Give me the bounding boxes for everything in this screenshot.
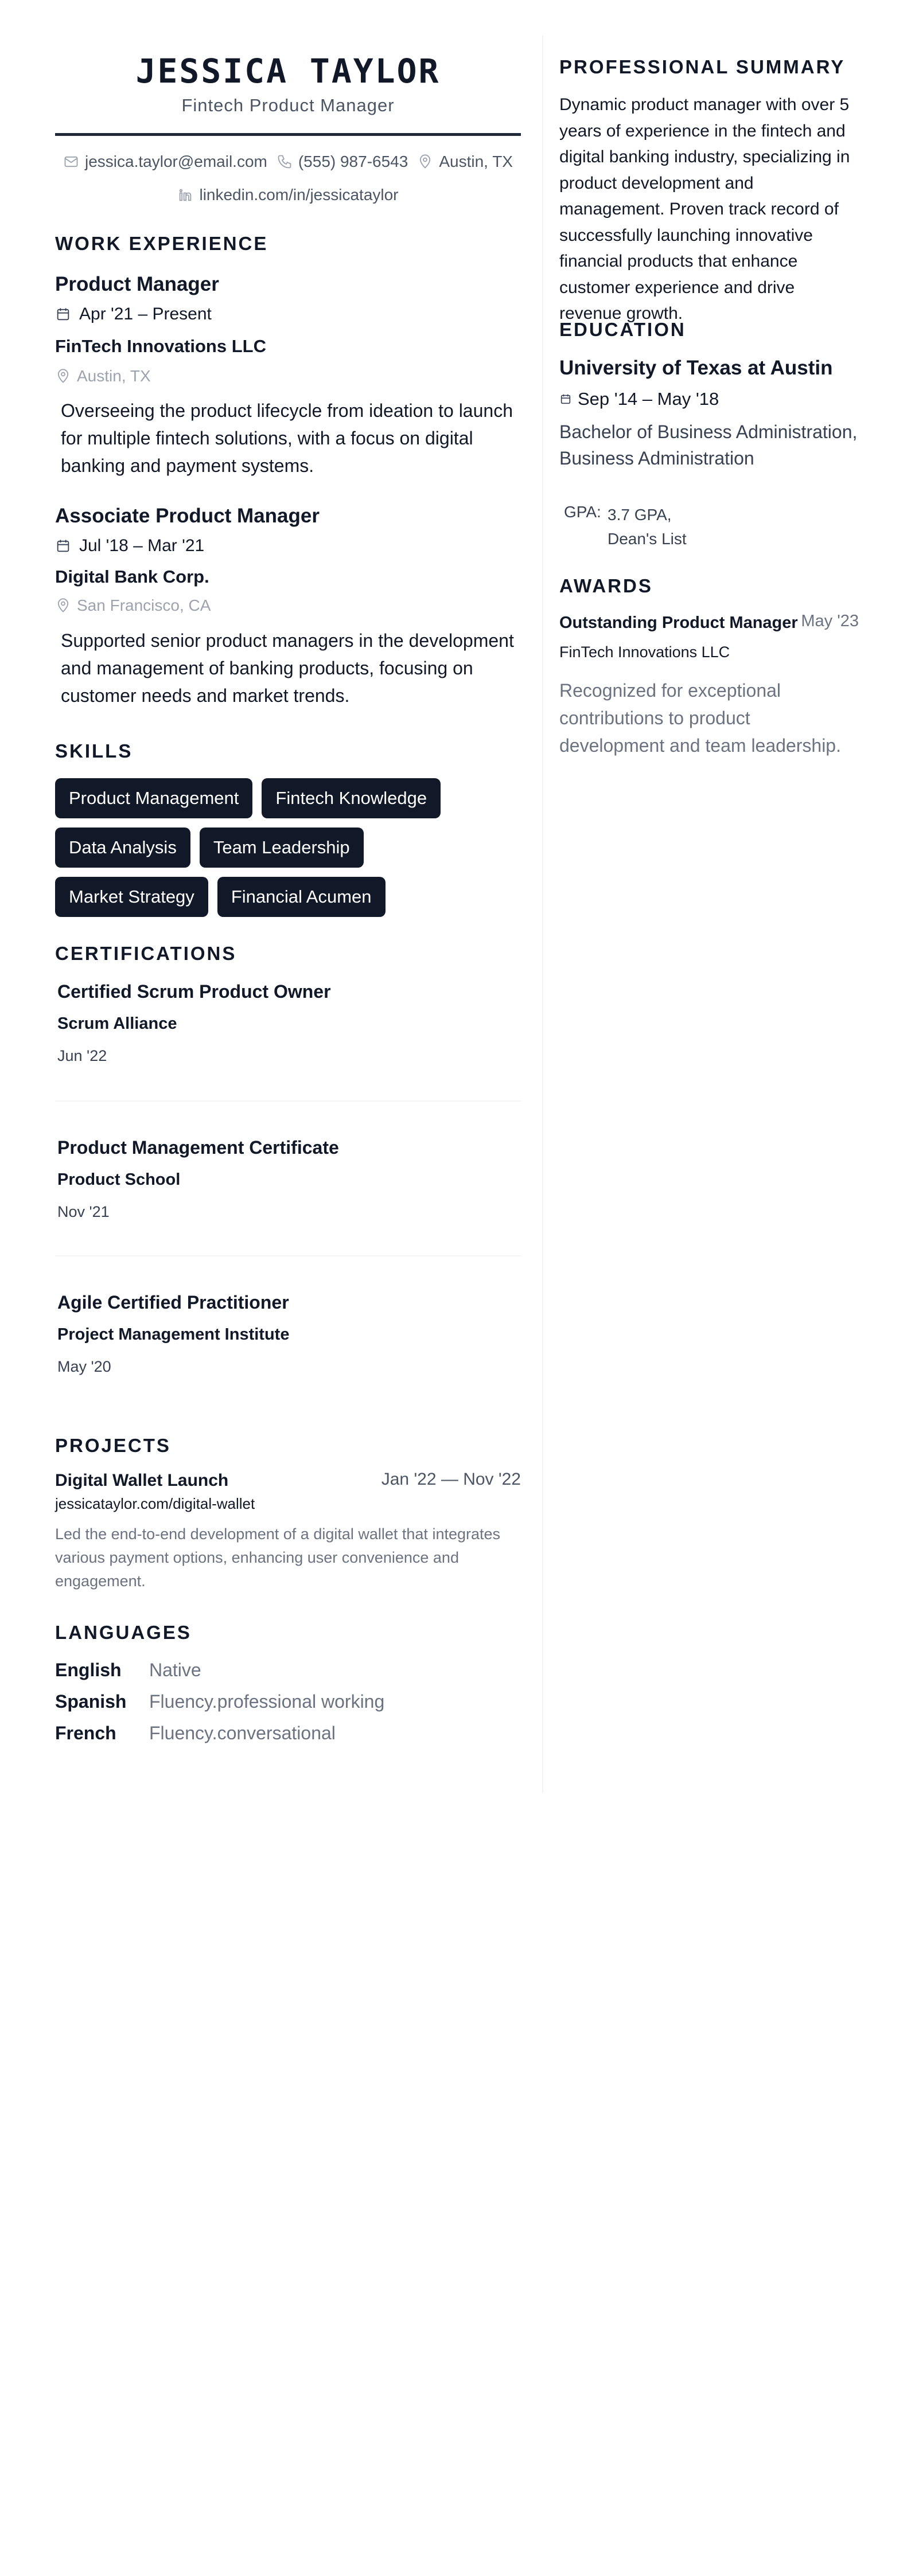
email-text: jessica.taylor@email.com [85,153,267,170]
phone-icon [277,154,293,170]
cert-separator [55,1255,521,1256]
project-dates: Jan '22 — Nov '22 [381,1470,521,1489]
project-description: Led the end-to-end development of a digital wallet that integrates various payment options, enhancing user convenience and engagement. [55,1525,501,1590]
language-name: English [55,1660,122,1680]
map-pin-icon [55,598,71,614]
section-title-skills: SKILLS [55,740,133,762]
section-title-projects: PROJECTS [55,1435,171,1456]
job-location-text: San Francisco, CA [77,596,211,614]
cert-issuer: Scrum Alliance [57,1014,177,1033]
skill-tag: Market Strategy [55,877,208,917]
envelope-icon [63,154,79,170]
header-rule [55,133,521,136]
cert-title: Agile Certified Practitioner [57,1292,289,1313]
job-title: Associate Product Manager [55,505,320,527]
candidate-name: JESSICA TAYLOR [135,52,441,91]
job-company: Digital Bank Corp. [55,567,209,587]
language-level: Native [149,1660,201,1680]
school-name: University of Texas at Austin [559,357,833,379]
degree-text: Bachelor of Business Administration, Business Administration [559,421,858,469]
skills-row [55,877,386,917]
skill-tag: Data Analysis [55,828,190,868]
section-title-work: WORK EXPERIENCE [55,233,268,254]
contact-linkedin[interactable] [177,186,398,204]
linkedin-icon [177,187,193,203]
language-row [55,1723,336,1744]
cert-date: Jun '22 [57,1047,107,1064]
skill-tag: Financial Acumen [217,877,386,917]
education-dates [559,389,719,409]
job-title: Product Manager [55,273,219,295]
cert-issuer: Product School [57,1170,181,1189]
project-link[interactable]: jessicataylor.com/digital-wallet [55,1495,255,1512]
job-dates [55,536,204,556]
language-level: Fluency.professional working [149,1691,385,1712]
linkedin-text: linkedin.com/in/jessicataylor [199,186,399,204]
contact-row [55,153,521,171]
cert-separator [55,1100,521,1102]
summary-text: Dynamic product manager with over 5 years of experience in the fintech and digital banking industry, specializing in product development and management. Proven track record of successfully launching innovative financial products that enhance customer experience and drive revenue growth. [559,95,850,323]
candidate-title: Fintech Product Manager [181,95,395,115]
job-location-text: Austin, TX [77,367,151,385]
language-row [55,1691,384,1712]
location-text: Austin, TX [439,153,513,170]
job-dates [55,305,212,324]
cert-title: Certified Scrum Product Owner [57,981,331,1002]
job-dates-text: Apr '21 – Present [79,305,212,323]
job-description: Supported senior product managers in the development and management of banking products, focusing on customer needs and market trends. [61,630,514,706]
section-title-languages: LANGUAGES [55,1622,192,1643]
gpa-value: 3.7 GPA, Dean's List [608,506,687,548]
education-dates-text: Sep '14 – May '18 [578,389,719,409]
contact-row-2 [55,186,521,204]
section-title-certifications: CERTIFICATIONS [55,943,237,964]
language-level: Fluency.conversational [149,1723,336,1743]
award-title: Outstanding Product Manager [559,614,798,632]
skill-tag: Product Management [55,778,252,818]
phone-text: (555) 987-6543 [298,153,408,170]
award-date: May '23 [801,612,859,630]
contact-email[interactable] [63,153,267,171]
map-pin-icon [55,368,71,384]
job-description: Overseeing the product lifecycle from ideation to launch for multiple fintech solutions, with a focus on digital banking and payment systems. [61,400,513,476]
cert-date: May '20 [57,1358,111,1375]
column-divider [542,36,543,1793]
calendar-icon [559,393,572,405]
language-row [55,1660,201,1681]
project-title: Digital Wallet Launch [55,1471,229,1490]
job-location [55,367,151,385]
award-organization: FinTech Innovations LLC [559,643,730,661]
section-title-awards: AWARDS [559,575,653,596]
contact-location [417,153,513,171]
skill-tag: Team Leadership [200,828,364,868]
cert-issuer: Project Management Institute [57,1325,290,1344]
calendar-icon [55,306,71,322]
job-dates-text: Jul '18 – Mar '21 [79,536,205,555]
award-description: Recognized for exceptional contributions to product development and team leadership. [559,680,841,756]
skills-row [55,778,441,818]
calendar-icon [55,538,71,554]
skill-tag: Fintech Knowledge [262,778,441,818]
skills-row [55,828,364,868]
cert-date: Nov '21 [57,1203,110,1220]
map-pin-icon [417,154,433,170]
language-name: French [55,1723,116,1743]
language-name: Spanish [55,1691,127,1712]
cert-title: Product Management Certificate [57,1137,339,1158]
job-location [55,596,211,615]
contact-phone[interactable] [277,153,408,171]
section-title-summary: PROFESSIONAL SUMMARY [559,56,846,77]
job-company: FinTech Innovations LLC [55,336,266,356]
gpa-label: GPA: [564,503,601,521]
section-title-education: EDUCATION [559,319,686,340]
